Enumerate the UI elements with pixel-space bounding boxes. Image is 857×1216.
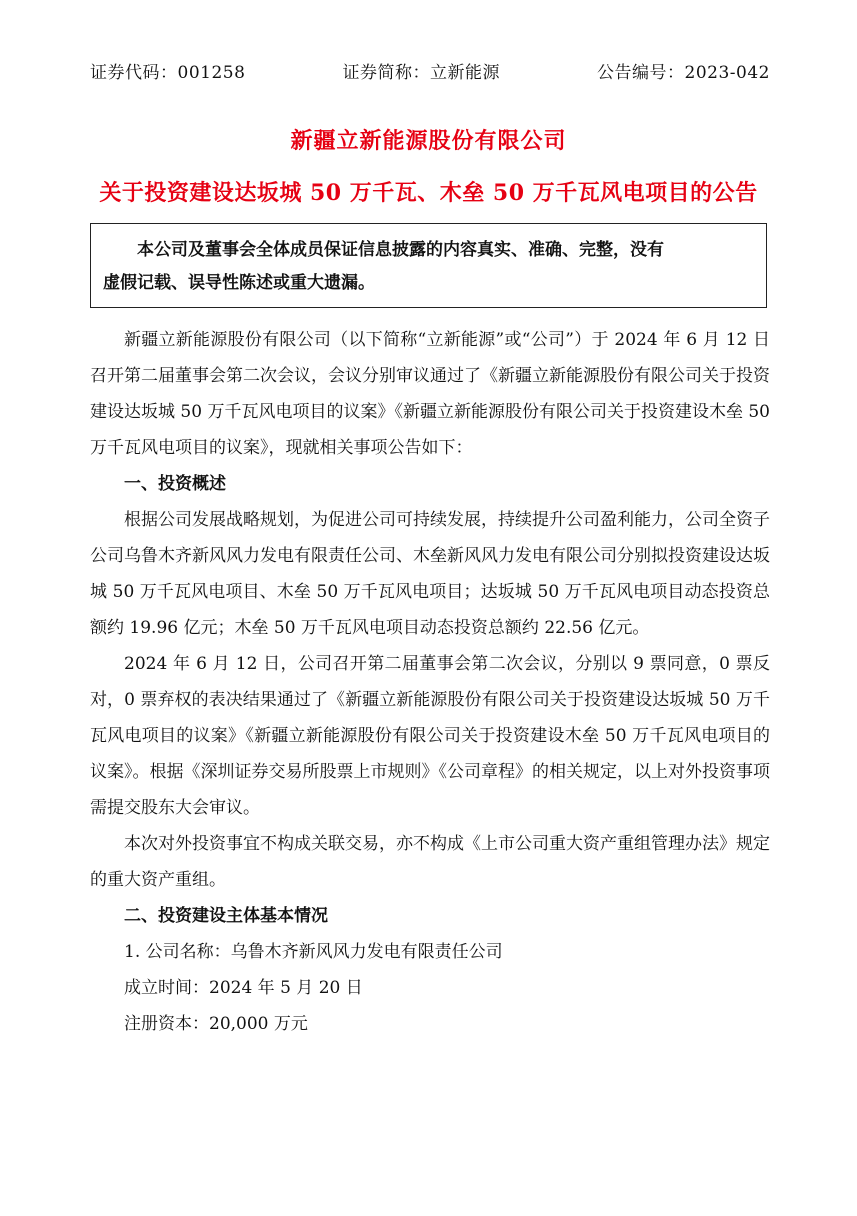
- document-header: [90, 58, 770, 86]
- company-name: 新疆立新能源股份有限公司: [290, 128, 567, 154]
- section-1-paragraph-1: 根据公司发展战略规划，为促进公司可持续发展，持续提升公司盈利能力，公司全资子公司乌鲁木齐新风风力发电有限责任公司、木垒新风风力发电有限公司分别拟投资建设达坂城 50 万千瓦风电项目、木垒 50 万千瓦风电项目；达坂城 50 万千瓦风电项目动态投资总额约 19.96 亿元；木垒 50 万千瓦风电项目动态投资总额约 22.56 亿元。: [90, 510, 770, 638]
- section-1-paragraph-3: 本次对外投资事宜不构成关联交易，亦不构成《上市公司重大资产重组管理办法》规定的重大资产重组。: [90, 834, 770, 890]
- registered-capital-item: 注册资本：20,000 万元: [124, 1014, 308, 1034]
- section-1-heading: 一、投资概述: [124, 474, 226, 494]
- document-title: 关于投资建设达坂城 50 万千瓦、木垒 50 万千瓦风电项目的公告: [99, 180, 758, 206]
- intro-paragraph: 新疆立新能源股份有限公司（以下简称“立新能源”或“公司”）于 2024 年 6 月 12 日召开第二届董事会第二次会议，会议分别审议通过了《新疆立新能源股份有限公司关于投资建设达坂城 50 万千瓦风电项目的议案》《新疆立新能源股份有限公司关于投资建设木垒 50 万千瓦风电项目的议案》，现就相关事项公告如下：: [90, 330, 770, 458]
- notice-line-2: 虚假记载、误导性陈述或重大遗漏。: [103, 273, 375, 293]
- section-2-heading: 二、投资建设主体基本情况: [124, 906, 328, 926]
- company-name-item: 1. 公司名称：乌鲁木齐新风风力发电有限责任公司: [124, 942, 503, 962]
- notice-line-1: 本公司及董事会全体成员保证信息披露的内容真实、准确、完整，没有: [137, 240, 664, 260]
- document-body: [90, 322, 770, 1042]
- stock-code: 证券代码：001258: [90, 63, 246, 83]
- announcement-number: 公告编号：2023-042: [597, 63, 770, 83]
- disclosure-notice-box: [90, 223, 767, 308]
- section-1-paragraph-2: 2024 年 6 月 12 日，公司召开第二届董事会第二次会议，分别以 9 票同意，0 票反对，0 票弃权的表决结果通过了《新疆立新能源股份有限公司关于投资建设达坂城 50 万千瓦风电项目的议案》《新疆立新能源股份有限公司关于投资建设木垒 50 万千瓦风电项目的议案》。根据《深圳证券交易所股票上市规则》《公司章程》的相关规定，以上对外投资事项需提交股东大会审议。: [90, 654, 770, 818]
- stock-abbreviation: 证券简称：立新能源: [342, 63, 500, 83]
- establishment-date-item: 成立时间：2024 年 5 月 20 日: [124, 978, 363, 998]
